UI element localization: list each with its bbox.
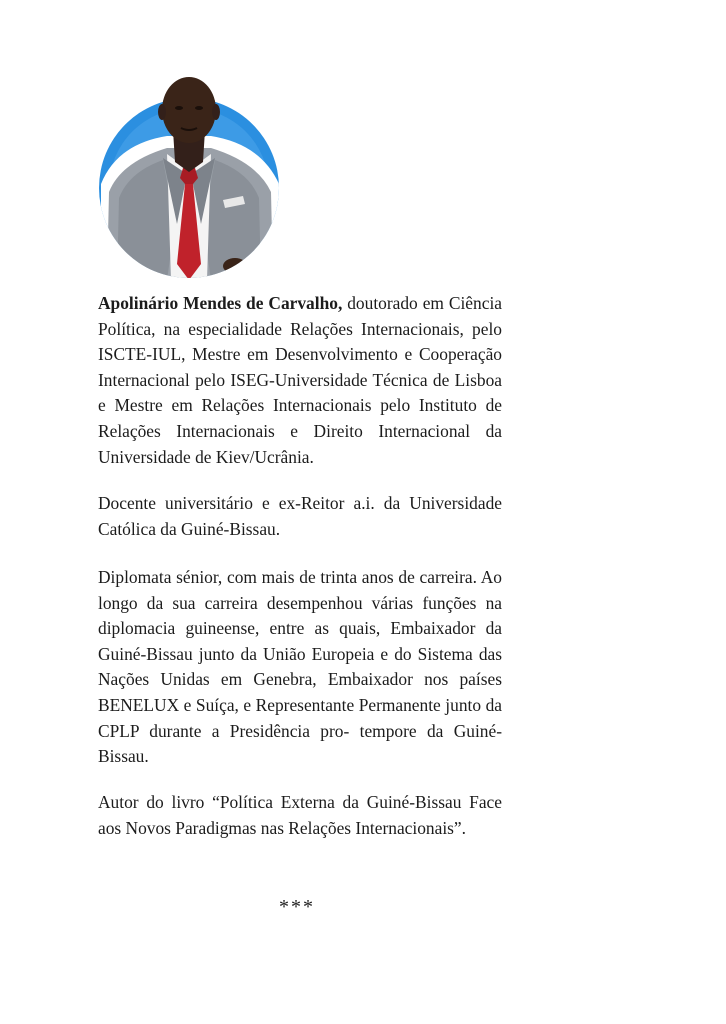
head (162, 77, 216, 143)
author-name: Apolinário Mendes de Carvalho, (98, 293, 343, 313)
author-portrait (97, 74, 281, 280)
bio-paragraph (98, 291, 502, 470)
teaching-paragraph: Docente universitário e ex-Reitor a.i. da Universidade Católica da Guiné-Bissau. (98, 493, 502, 539)
diplomat-paragraph: Diplomata sénior, com mais de trinta anos de carreira. Ao longo da sua carreira desempenhou várias funções na diplomacia guineense, entre as quais, Embaixador da Guiné-Bissau junto da União Europeia e do Sistema das Nações Unidas em Genebra, Embaixador nos países BENELUX e Suíça, e Representante Permanente junto da CPLP durante a Presidência pro- tempore da Guiné-Bissau. (98, 567, 502, 767)
bio-text: doutorado em Ciência Política, na especialidade Relações Internacionais, pelo ISCTE-IUL, Mestre em Desenvolvimento e Cooperação Internacional pelo ISEG-Universidade Técnica de Lisboa e Mestre em Relações Internacionais pelo Instituto de Relações Internacionais e Direito Internacional da Universidade de Kiev/Ucrânia. (98, 293, 502, 467)
author-paragraph: Autor do livro “Política Externa da Guiné-Bissau Face aos Novos Paradigmas nas Relações Internacionais”. (98, 792, 502, 838)
section-separator: *** (279, 896, 315, 918)
